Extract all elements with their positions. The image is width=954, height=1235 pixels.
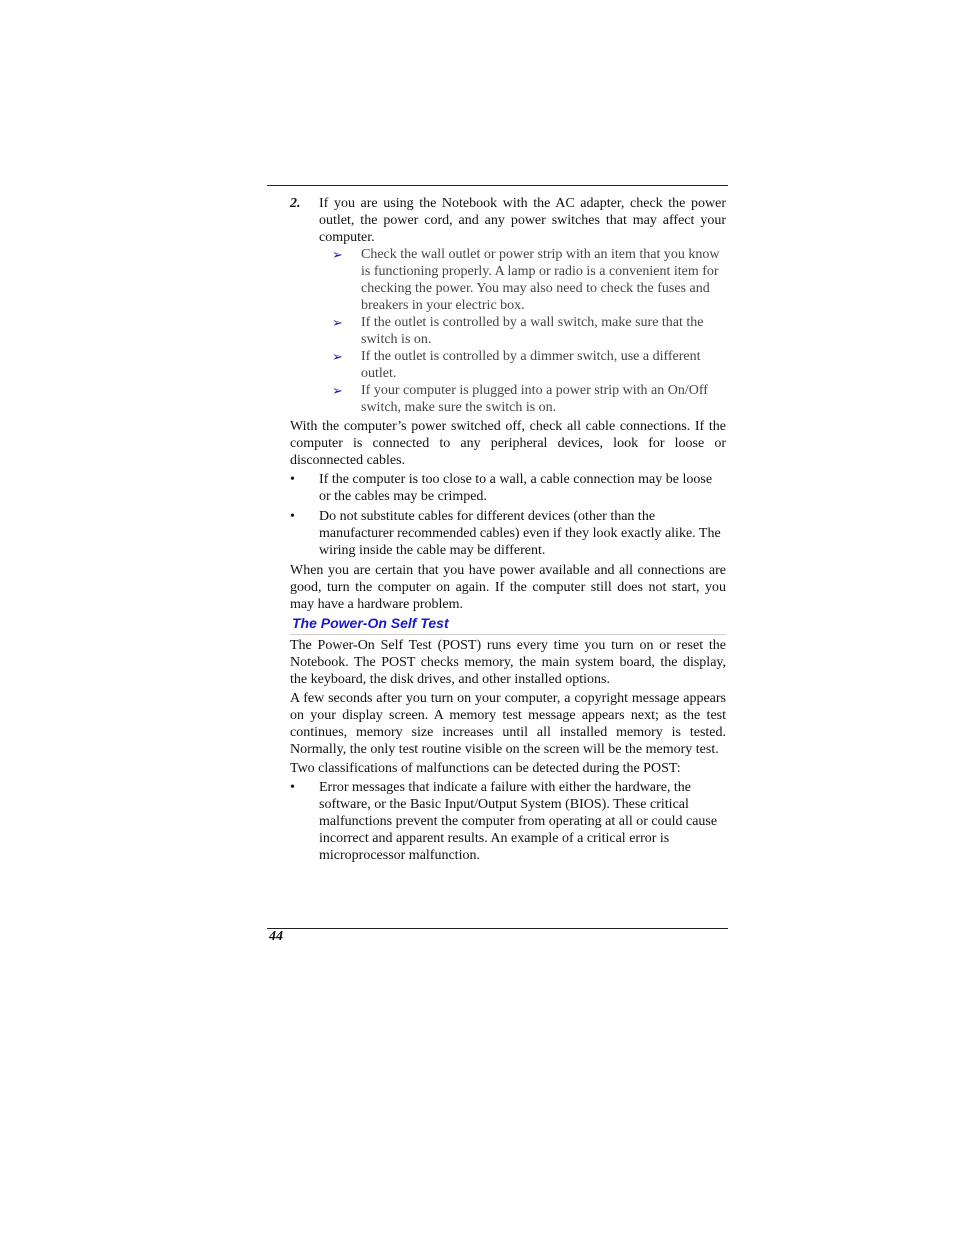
step-2 <box>290 195 726 246</box>
bullet-icon: • <box>290 509 295 524</box>
power-check-list <box>290 246 726 416</box>
header-rule <box>267 185 728 186</box>
step-number: 2. <box>290 196 301 211</box>
bullet-icon: • <box>290 780 295 795</box>
page-body <box>290 195 726 867</box>
bullet-icon: • <box>290 472 295 487</box>
list-item: ➢ If the outlet is controlled by a dimmer switch, use a different outlet. <box>332 349 701 381</box>
arrow-bullet-icon: ➢ <box>332 383 343 398</box>
hardware-paragraph: When you are certain that you have power available and all connections are good, turn the computer on again. If the computer still does not start, you may have a hardware problem. <box>290 563 726 612</box>
post-bullet-list <box>290 779 726 864</box>
list-item: ➢ If your computer is plugged into a power strip with an On/Off switch, make sure the switch is on. <box>332 383 708 415</box>
arrow-bullet-icon: ➢ <box>332 247 343 262</box>
list-item: • Do not substitute cables for different devices (other than the manufacturer recommended cables) even if they look exactly alike. The wiring inside the cable may be different. <box>290 509 721 558</box>
footer-rule <box>267 928 728 929</box>
list-item: • If the computer is too close to a wall, a cable connection may be loose or the cables may be crimped. <box>290 472 713 504</box>
post-paragraph-2: A few seconds after you turn on your computer, a copyright message appears on your display screen. A memory test message appears next; as the test continues, memory size increases until all installed memory is tested. Normally, the only test routine visible on the screen will be the memory test. <box>290 691 726 757</box>
list-item: ➢ Check the wall outlet or power strip with an item that you know is functioning properly. A lamp or radio is a convenient item for checking the power. You may also need to check the fuses and breakers in your electric box. <box>332 247 720 313</box>
page-number: 44 <box>269 929 283 944</box>
cables-intro-paragraph: With the computer’s power switched off, check all cable connections. If the computer is connected to any peripheral devices, look for loose or disconnected cables. <box>290 419 726 468</box>
cable-bullet-list <box>290 471 726 559</box>
arrow-bullet-icon: ➢ <box>332 349 343 364</box>
section-heading-rule <box>290 634 726 635</box>
list-item: • Error messages that indicate a failure with either the hardware, the software, or the Basic Input/Output System (BIOS). These critical malfunctions prevent the computer from operating at all or could cause incorrect and apparent results. An example of a critical error is microprocessor malfunction. <box>290 780 718 863</box>
arrow-bullet-icon: ➢ <box>332 315 343 330</box>
step-text: If you are using the Notebook with the AC adapter, check the power outlet, the power cord, and any power switches that may affect your computer. <box>319 196 726 245</box>
section-heading: The Power-On Self Test <box>292 615 449 631</box>
post-paragraph-3: Two classifications of malfunctions can be detected during the POST: <box>290 761 681 776</box>
post-paragraph-1: The Power-On Self Test (POST) runs every time you turn on or reset the Notebook. The POST checks memory, the main system board, the display, the keyboard, the disk drives, and other installed options. <box>290 638 726 687</box>
list-item: ➢ If the outlet is controlled by a wall switch, make sure that the switch is on. <box>332 315 704 347</box>
